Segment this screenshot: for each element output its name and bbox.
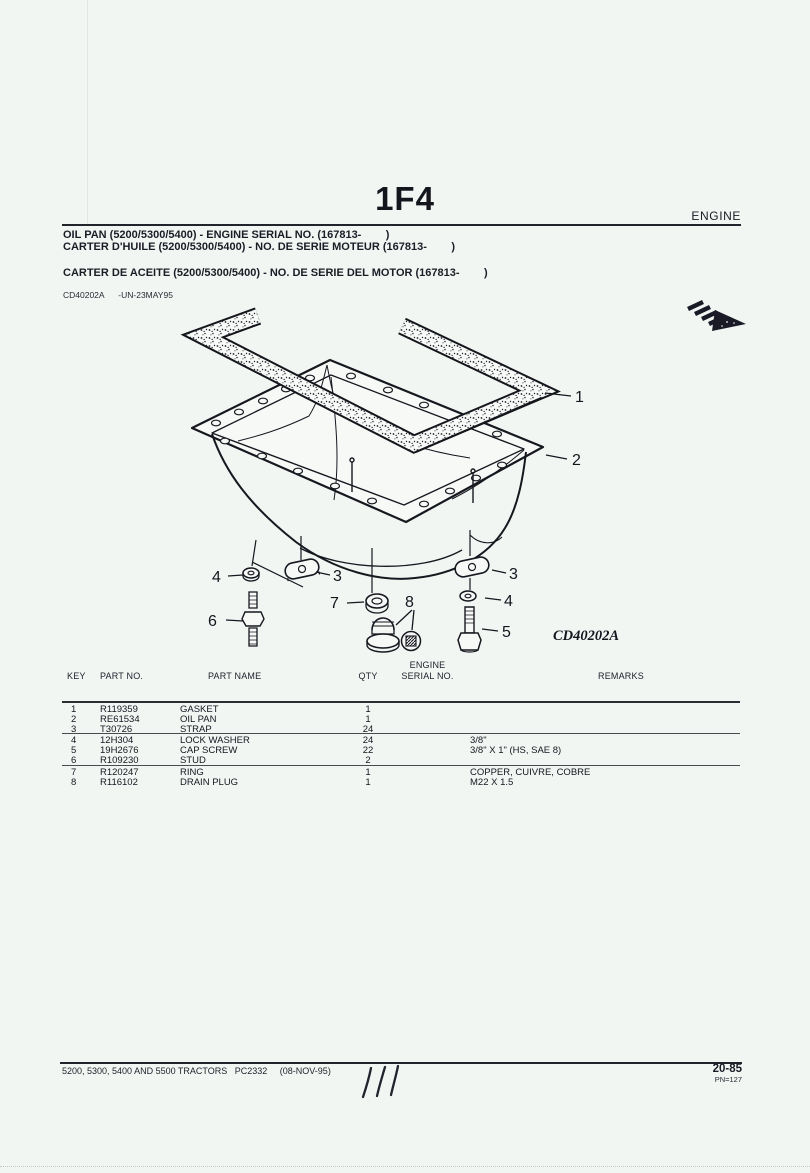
leader-lines (252, 530, 470, 593)
pn-number: PN=127 (714, 1075, 742, 1084)
page-number: 20-85 (712, 1063, 742, 1075)
cell-part-no: 19H2676 (100, 745, 139, 756)
cell-remarks: 3/8" (470, 735, 487, 746)
cell-part-no: T30726 (100, 724, 133, 735)
callout-3-right-label: 3 (509, 566, 518, 583)
callout-6-label: 6 (208, 613, 217, 630)
bottom-scan-line (0, 1166, 810, 1167)
cell-part-name: DRAIN PLUG (180, 777, 239, 788)
scan-crease-line (87, 0, 88, 224)
cell-qty: 1 (365, 714, 371, 725)
column-label-part-name: PART NAME (208, 671, 262, 681)
title-french: CARTER D'HUILE (5200/5300/5400) - NO. DE SERIE MOTEUR (167813- ) (63, 241, 456, 253)
cell-part-name: STRAP (180, 724, 212, 735)
column-label-remarks: REMARKS (598, 671, 644, 681)
cell-key: 4 (71, 735, 77, 746)
cell-part-name: OIL PAN (180, 714, 217, 725)
cell-key: 3 (71, 724, 77, 735)
washer-and-capscrew-drawing (458, 591, 481, 652)
callout-1-label: 1 (575, 389, 584, 406)
cell-remarks: 3/8" X 1" (HS, SAE 8) (470, 745, 562, 756)
cell-qty: 2 (365, 755, 371, 766)
cell-serial (381, 724, 455, 735)
table-row (62, 724, 740, 735)
column-label-qty: QTY (358, 671, 378, 681)
cell-remarks (455, 724, 740, 735)
cell-key: 1 (71, 704, 77, 715)
figure-id-line: CD40202A -UN-23MAY95 (63, 290, 173, 300)
cell-part-no: RE61534 (100, 714, 140, 725)
handwritten-marks (350, 1058, 420, 1108)
header-rule (62, 224, 741, 226)
cell-part-no: R119359 (100, 704, 138, 715)
engine-section-label: ENGINE (691, 209, 741, 223)
cell-part-no: R120247 (100, 767, 139, 778)
cell-key: 6 (71, 755, 77, 766)
stud-and-washer-drawing (242, 568, 264, 646)
cell-key: 2 (71, 714, 77, 725)
title-english: OIL PAN (5200/5300/5400) - ENGINE SERIAL NO. (167813- ) (63, 229, 390, 241)
callout-4-left-label: 4 (212, 569, 221, 586)
callout-2-label: 2 (572, 452, 581, 469)
cell-part-name: GASKET (180, 704, 219, 715)
cell-remarks: COPPER, CUIVRE, COBRE (470, 767, 591, 778)
column-label-engine-serial (380, 660, 475, 682)
nav-arrow-icon (683, 293, 749, 337)
cell-remarks (455, 755, 740, 766)
strap-right-drawing (454, 556, 491, 579)
cell-key: 7 (71, 767, 77, 778)
table-header-rule (62, 701, 740, 703)
cell-serial (381, 777, 455, 788)
cell-part-no: 12H304 (100, 735, 134, 746)
cell-key: 8 (71, 777, 77, 788)
cell-qty: 24 (362, 724, 374, 735)
column-label-part-no: PART NO. (100, 671, 144, 681)
strap-left-drawing (284, 558, 321, 582)
callout-8-label: 8 (405, 594, 414, 611)
callout-7-label: 7 (330, 595, 339, 612)
cell-qty: 1 (365, 777, 371, 788)
cell-part-no: R116102 (100, 777, 138, 788)
table-row (62, 755, 740, 766)
column-label-engine: ENGINE (409, 660, 446, 670)
parts-diagram (180, 295, 630, 670)
column-label-key: KEY (67, 671, 86, 681)
cell-key: 5 (71, 745, 77, 756)
cell-part-name: STUD (180, 755, 206, 766)
footer-left-text: 5200, 5300, 5400 AND 5500 TRACTORS PC2332 (08-NOV-95) (62, 1066, 331, 1076)
table-row (62, 777, 740, 788)
cell-qty: 1 (365, 767, 371, 778)
cell-part-name: CAP SCREW (180, 745, 238, 756)
cell-qty: 22 (362, 745, 374, 756)
callout-3-left-label: 3 (333, 568, 342, 585)
cell-part-name: LOCK WASHER (180, 735, 250, 746)
page-code: 1F4 (375, 180, 435, 217)
title-spanish: CARTER DE ACEITE (5200/5300/5400) - NO. DE SERIE DEL MOTOR (167813- ) (63, 267, 488, 279)
callout-5-label: 5 (502, 624, 511, 641)
cell-qty: 24 (362, 735, 374, 746)
figure-label: CD40202A (553, 628, 620, 644)
oil-pan-drawing (192, 360, 543, 579)
cell-serial (381, 755, 455, 766)
cell-part-name: RING (180, 767, 204, 778)
cell-qty: 1 (365, 704, 371, 715)
callout-4-right-label: 4 (504, 593, 513, 610)
cell-part-no: R109230 (100, 755, 139, 766)
cell-remarks: M22 X 1.5 (470, 777, 514, 788)
column-label-serial-no: SERIAL NO. (401, 671, 454, 681)
